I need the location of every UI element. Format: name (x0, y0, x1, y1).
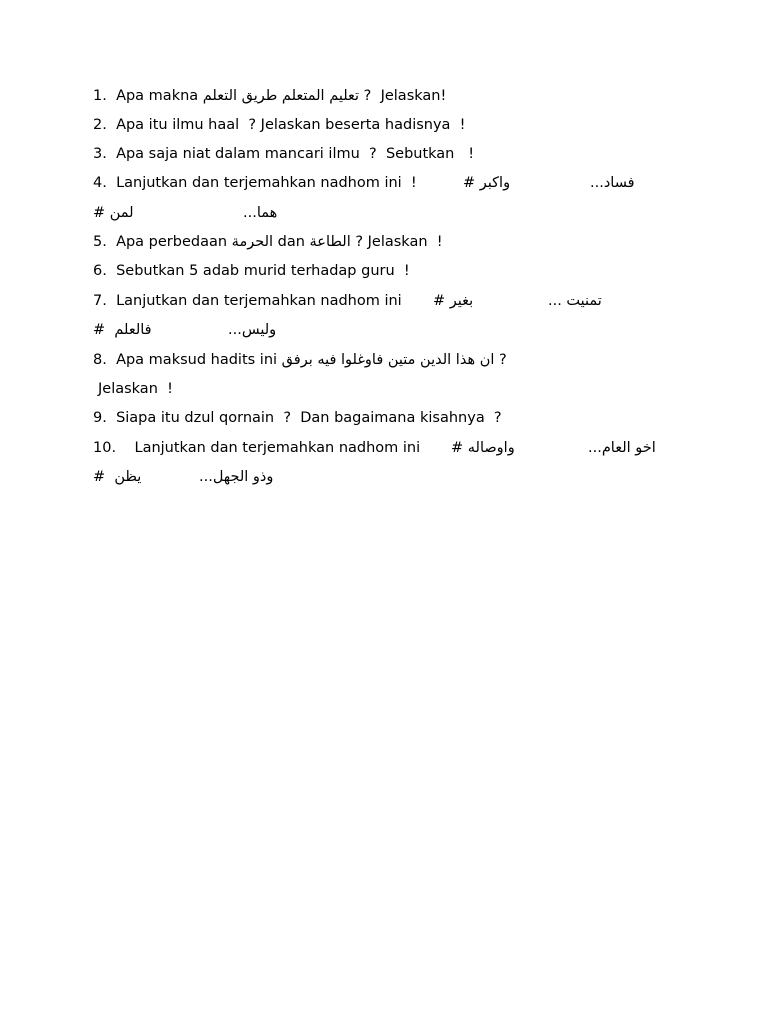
arabic-hadith: ان هذا الدين متين فاوغلوا فيه برفق (281, 352, 495, 368)
question-10-continuation (93, 466, 673, 488)
question-text: Lanjutkan dan terjemahkan nadhom ini ! (116, 175, 417, 191)
question-number: 8. (93, 352, 107, 368)
question-text: Sebutkan 5 adab murid terhadap guru ! (116, 263, 410, 279)
question-9 (93, 407, 502, 429)
question-number: 1. (93, 88, 107, 104)
question-1 (93, 85, 446, 107)
arabic-phrase: تعليم المتعلم طريق التعلم (202, 88, 360, 104)
question-text: Apa saja niat dalam mancari ilmu ? Sebutkan ! (116, 146, 475, 162)
question-number: 5. (93, 234, 107, 250)
nadhom-segment: وذو الجهل... (199, 469, 274, 485)
question-3 (93, 143, 474, 165)
nadhom-segment: تمنيت ... (548, 293, 602, 309)
question-text: Lanjutkan dan terjemahkan nadhom ini (116, 293, 402, 309)
nadhom-segment: واوصاله # (451, 440, 515, 456)
nadhom-segment: يظن # (93, 469, 142, 485)
question-10 (93, 437, 673, 459)
question-4 (93, 172, 673, 194)
arabic-term: الحرمة (231, 234, 274, 250)
nadhom-segment: اخو العام... (588, 440, 656, 456)
question-text: ? (498, 352, 507, 368)
nadhom-segment: فساد... (590, 175, 635, 191)
question-7-continuation (93, 319, 673, 341)
question-text: Lanjutkan dan terjemahkan nadhom ini (134, 440, 421, 456)
question-number: 6. (93, 263, 107, 279)
question-text: Apa perbedaan (116, 234, 228, 250)
nadhom-segment: هما... (243, 205, 278, 221)
question-text: Apa makna (116, 88, 199, 104)
question-text: Apa itu ilmu haal ? Jelaskan beserta hadisnya ! (116, 117, 466, 133)
question-number: 2. (93, 117, 107, 133)
question-text: dan (277, 234, 305, 250)
question-number: 9. (93, 410, 107, 426)
question-2 (93, 114, 465, 136)
nadhom-segment: واكبر # (463, 175, 511, 191)
nadhom-segment: وليس... (228, 322, 277, 338)
nadhom-segment: بغير # (433, 293, 474, 309)
question-7 (93, 290, 673, 312)
question-number: 7. (93, 293, 107, 309)
question-4-continuation (93, 202, 673, 224)
arabic-term: الطاعة (309, 234, 351, 250)
question-text: ? Jelaskan! (363, 88, 447, 104)
question-text: Siapa itu dzul qornain ? Dan bagaimana kisahnya ? (116, 410, 502, 426)
question-text: ? Jelaskan ! (355, 234, 443, 250)
question-text: Apa maksud hadits ini (116, 352, 278, 368)
question-8-continuation (98, 378, 173, 400)
question-number: 10. (93, 440, 117, 456)
nadhom-segment: لمن # (93, 205, 134, 221)
question-5 (93, 231, 443, 253)
question-8 (93, 349, 507, 371)
question-6 (93, 260, 410, 282)
question-number: 3. (93, 146, 107, 162)
question-text: Jelaskan ! (98, 381, 173, 397)
question-number: 4. (93, 175, 107, 191)
nadhom-segment: فالعلم # (93, 322, 152, 338)
